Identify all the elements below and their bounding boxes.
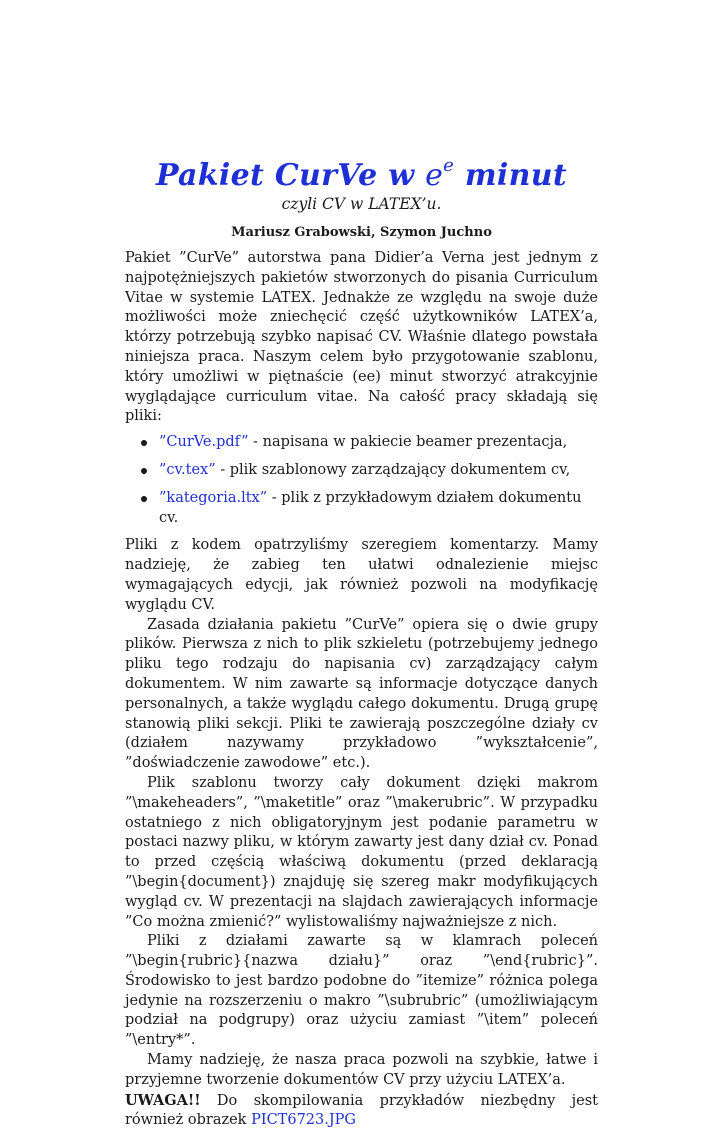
principle-paragraph: Zasada działania pakietu ”CurVe” opiera się o dwie grupy plików. Pierwsza z nich to plik szkieletu (potrzebujemy jednego pliku tego rodzaju do napisania cv) zarządzający całym dokumentem. W nim zawarte są informacje dotyczące danych personalnych, a także wyglądu całego dokumentu. Drugą grupę stanowią pliki sekcji. Pliki te zawierają poszczególne działy cv (działem nazywamy przykładowo ”wykształcenie”, ”doświadczenie zawodowe” etc.).	[125, 616, 598, 772]
file-list-item	[133, 461, 598, 481]
file-link-curve-pdf[interactable]: ”CurVe.pdf”	[159, 434, 249, 451]
bullet-icon	[141, 496, 147, 502]
document-authors: Mariusz Grabowski, Szymon Juchno	[231, 225, 492, 240]
warning-text: Do skompilowania przykładów niezbędny jest również obrazek	[125, 1092, 598, 1129]
file-link-kategoria-ltx[interactable]: ”kategoria.ltx”	[159, 489, 268, 506]
file-description: - plik z przykładowym działem dokumentu cv.	[159, 489, 582, 526]
comments-paragraph: Pliki z kodem opatrzyliśmy szeregiem komentarzy. Mamy nadzieję, że zabieg ten ułatwi odnalezienie miejsc wymagających edycji, jak również pozwoli na modyfikację wyglądu CV.	[125, 537, 598, 613]
closing-paragraph: Mamy nadzieję, że nasza praca pozwoli na szybkie, łatwe i przyjemne tworzenie dokumentów CV przy użyciu LATEX’a.	[125, 1052, 598, 1088]
document-page	[125, 148, 598, 1131]
title-text-end: minut	[454, 158, 567, 193]
image-file-link[interactable]: PICT6723.JPG	[251, 1112, 357, 1129]
file-description: - plik szablonowy zarządzający dokumentem cv,	[215, 461, 571, 478]
title-e-base: e	[425, 158, 444, 193]
file-list	[125, 433, 598, 528]
document-subtitle: czyli CV w LATEX’u.	[281, 195, 442, 213]
file-description: - napisana w pakiecie beamer prezentacja,	[248, 434, 568, 451]
rubric-paragraph: Pliki z działami zawarte są w klamrach poleceń ”\begin{rubric}{nazwa działu}” oraz ”\end{rubric}”. Środowisko to jest bardzo podobne do ”itemize” różnica polega jedynie na rozszerzeniu o makro ”\subrubric” (umożliwiającym podział na podgrupy) oraz użyciu zamiast ”\item” poleceń ”\entry*”.	[125, 933, 598, 1049]
warning-paragraph	[125, 1091, 598, 1131]
warning-label: UWAGA!!	[125, 1091, 201, 1109]
file-list-item	[133, 433, 598, 453]
bullet-icon	[141, 440, 147, 446]
file-link-cv-tex[interactable]: ”cv.tex”	[159, 461, 216, 478]
file-list-item	[133, 489, 598, 529]
bullet-icon	[141, 468, 147, 474]
document-title	[125, 148, 598, 194]
title-text: Pakiet CurVe w	[156, 158, 426, 193]
template-paragraph: Plik szablonu tworzy cały dokument dzięki makrom ”\makeheaders”, ”\maketitle” oraz ”\makerubric”. W przypadku ostatniego z nich obligatoryjnym jest podanie parametru w postaci nazwy pliku, w którym zawarty jest dany dział cv. Ponad to przed częścią właściwą dokumentu (przed deklaracją ”\begin{document}) znajduję się szereg makr modyfikujących wygląd cv. W prezentacji na slajdach zawierających informacje ”Co można zmienić?” wylistowaliśmy najważniejsze z nich.	[125, 774, 598, 930]
title-e-exponent: e	[443, 155, 455, 176]
intro-paragraph: Pakiet ”CurVe” autorstwa pana Didier’a Verna jest jednym z najpotężniejszych pakietów stworzonych do pisania Curriculum Vitae w systemie LATEX. Jednakże ze względu na swoje duże możliwości może zniechęcić część użytkowników LATEX’a, którzy potrzebują szybko napisać CV. Właśnie dlatego powstała niniejsza praca. Naszym celem było przygotowanie szablonu, który umożliwi w piętnaście (ee) minut stworzyć atrakcyjnie wyglądające curriculum vitae. Na całość pracy składają się pliki:	[125, 250, 598, 425]
